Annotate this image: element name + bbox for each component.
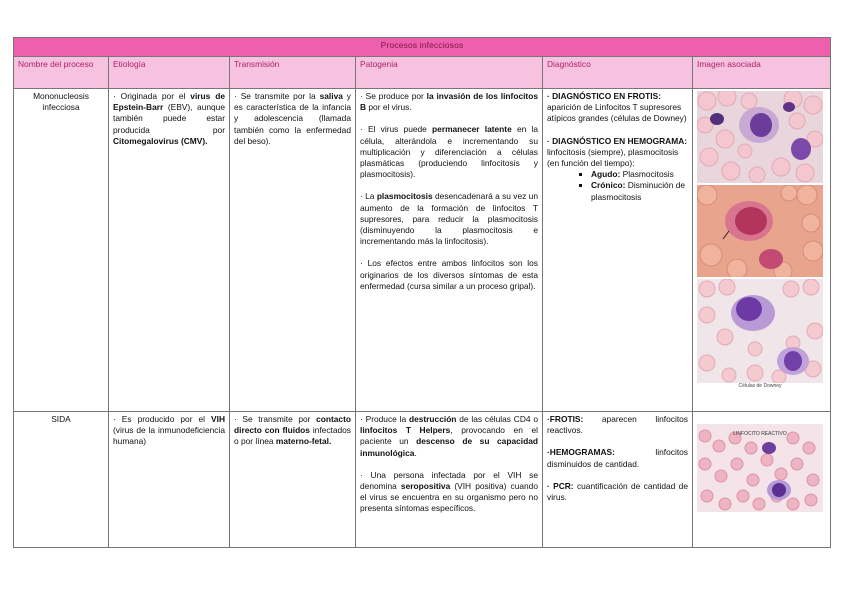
patogenia-sida: · Produce la destrucción de las células CD4 o linfocitos T Helpers, provocando en el paciente un descenso de su capacidad inmunológica. · Una persona infectada por el VIH se denomina seropositiva (VIH positiva) cuando el virus se encuentra en su organismo pero no presenta síntomas específicos. bbox=[356, 412, 543, 548]
infectious-processes-table bbox=[13, 37, 831, 548]
imagen-sida bbox=[693, 412, 831, 548]
header-patogenia: Patogenia bbox=[356, 57, 543, 89]
imagen-mononucleosis bbox=[693, 89, 831, 412]
micrograph-lymphocytes-2 bbox=[697, 185, 823, 277]
header-imagen: Imagen asociada bbox=[693, 57, 831, 89]
patogenia-mononucleosis: · Se produce por la invasión de los linfocitos B por el virus. · El virus puede permanecer latente en la célula, alterándola e incrementando su multiplicación y diferenciación a células plasmáticas (produciendo linfocitosis y plasmocitosis). · La plasmocitosis desencadenará a su vez un aumento de la formación de linfocitos T supresores, para reducir la plasmocitosis (disminuyendo la plasmocitosis e incrementando más la linfocitosis). · Los efectos entre ambos linfocitos son los originarios de los diversos síntomas de esta enfermedad (cursa similar a un proceso gripal). bbox=[356, 89, 543, 412]
etiologia-sida: · Es producido por el VIH (virus de la inmunodeficiencia humana) bbox=[109, 412, 230, 548]
disease-name-mononucleosis: Mononucleosis infecciosa bbox=[14, 89, 109, 412]
diagnostico-mononucleosis: · DIAGNÓSTICO EN FROTIS: aparición de Linfocitos T supresores atípicos grandes (células de Downey) · DIAGNÓSTICO EN HEMOGRAMA: linfocitosis (siempre), plasmocitosis (en función del tiempo): ▪ Agudo: Plasmocitosis ▪ Crónico: Disminución de plasmocitosis bbox=[543, 89, 693, 412]
transmision-sida: · Se transmite por contacto directo con fluidos infectados o por línea materno-fetal. bbox=[230, 412, 356, 548]
micrograph-lymphocytes-1 bbox=[697, 91, 823, 183]
table-row-mononucleosis bbox=[14, 89, 831, 412]
header-diagnostico: Diagnóstico bbox=[543, 57, 693, 89]
table-row-sida bbox=[14, 412, 831, 548]
etiologia-mononucleosis: · Originada por el virus de Epstein-Barr (EBV), aunque también puede estar producida por Citomegalovirus (CMV). bbox=[109, 89, 230, 412]
header-etiologia: Etiología bbox=[109, 57, 230, 89]
micrograph-reactive-lymphocyte bbox=[697, 424, 823, 512]
header-transmision: Transmisión bbox=[230, 57, 356, 89]
disease-name-sida: SIDA bbox=[14, 412, 109, 548]
micrograph-downey-cells bbox=[697, 279, 823, 390]
table-title: Procesos infecciosos bbox=[14, 38, 831, 57]
image-label: LINFOCITO REACTIVO bbox=[733, 431, 787, 437]
transmision-mononucleosis: · Se transmite por la saliva y es característica de la infancia y adolescencia (llamada también como la enfermedad del beso). bbox=[230, 89, 356, 412]
header-nombre: Nombre del proceso bbox=[14, 57, 109, 89]
image-caption: Células de Downey bbox=[738, 383, 782, 389]
diagnostico-sida: ·FROTIS: aparecen linfocitos reactivos. ·HEMOGRAMAS: linfocitos disminuidos de cantidad. · PCR: cuantificación de cantidad de virus. bbox=[543, 412, 693, 548]
